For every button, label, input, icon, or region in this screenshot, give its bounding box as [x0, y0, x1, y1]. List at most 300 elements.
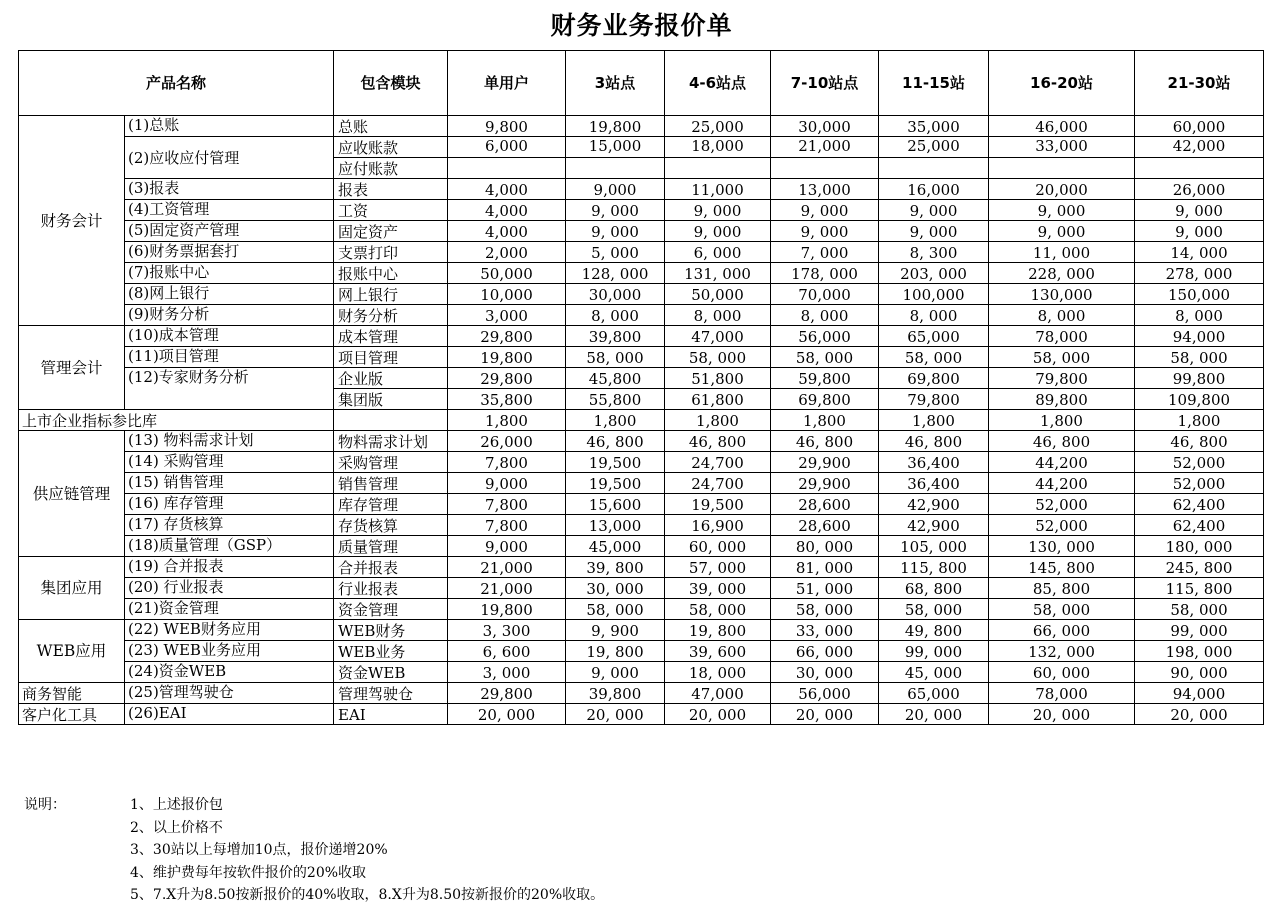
price-table	[18, 50, 1264, 725]
price-cell: 59,800	[771, 368, 879, 389]
module-cell: 财务分析	[334, 305, 448, 326]
header-16-20-sites: 16-20站	[989, 51, 1135, 116]
price-cell: 58, 000	[879, 347, 989, 368]
module-cell: 集团版	[334, 389, 448, 410]
table-row	[19, 242, 1264, 263]
price-cell: 9, 000	[879, 221, 989, 242]
price-cell: 198, 000	[1135, 641, 1264, 662]
table-row	[19, 263, 1264, 284]
price-cell: 18,000	[665, 137, 771, 158]
price-cell: 65,000	[879, 326, 989, 347]
price-cell: 49, 800	[879, 620, 989, 641]
price-cell: 9, 000	[989, 221, 1135, 242]
price-cell: 19, 800	[566, 641, 665, 662]
price-cell: 69,800	[771, 389, 879, 410]
product-cell: (12)专家财务分析	[125, 368, 334, 410]
category-cell: WEB应用	[19, 620, 125, 683]
module-cell: 项目管理	[334, 347, 448, 368]
price-cell: 20,000	[989, 179, 1135, 200]
table-row	[19, 410, 1264, 431]
price-cell: 52,000	[989, 515, 1135, 536]
price-cell: 61,800	[665, 389, 771, 410]
module-cell: 固定资产	[334, 221, 448, 242]
price-cell	[771, 158, 879, 179]
product-cell: (23) WEB业务应用	[125, 641, 334, 662]
price-cell: 51,800	[665, 368, 771, 389]
price-cell: 36,400	[879, 473, 989, 494]
module-cell: 网上银行	[334, 284, 448, 305]
module-cell: 物料需求计划	[334, 431, 448, 452]
price-cell: 26,000	[1135, 179, 1264, 200]
module-cell: 报表	[334, 179, 448, 200]
price-cell: 58, 000	[566, 347, 665, 368]
price-cell	[879, 158, 989, 179]
price-cell: 13,000	[771, 179, 879, 200]
table-row	[19, 473, 1264, 494]
price-cell: 79,800	[879, 389, 989, 410]
price-cell: 131, 000	[665, 263, 771, 284]
price-cell: 19,800	[448, 347, 566, 368]
price-cell: 58, 000	[665, 599, 771, 620]
price-cell: 145, 800	[989, 557, 1135, 578]
product-cell: (20) 行业报表	[125, 578, 334, 599]
price-cell: 8, 000	[566, 305, 665, 326]
category-cell: 商务智能	[19, 683, 125, 704]
price-cell: 35,800	[448, 389, 566, 410]
price-cell: 278, 000	[1135, 263, 1264, 284]
price-cell: 24,700	[665, 452, 771, 473]
price-cell: 2,000	[448, 242, 566, 263]
price-cell: 99,800	[1135, 368, 1264, 389]
header-11-15-sites: 11-15站	[879, 51, 989, 116]
price-cell: 90, 000	[1135, 662, 1264, 683]
module-cell: 采购管理	[334, 452, 448, 473]
product-cell: (26)EAI	[125, 704, 334, 725]
price-cell	[448, 158, 566, 179]
price-cell: 46, 800	[1135, 431, 1264, 452]
price-cell: 58, 000	[989, 347, 1135, 368]
price-cell: 42,000	[1135, 137, 1264, 158]
module-cell: 管理驾驶仓	[334, 683, 448, 704]
product-cell: (1)总账	[125, 116, 334, 137]
product-cell: (8)网上银行	[125, 284, 334, 305]
price-cell: 20, 000	[448, 704, 566, 725]
price-cell: 46, 800	[771, 431, 879, 452]
table-row	[19, 662, 1264, 683]
price-cell: 9, 000	[566, 662, 665, 683]
price-cell: 46, 800	[879, 431, 989, 452]
product-cell: (7)报账中心	[125, 263, 334, 284]
price-cell: 52,000	[989, 494, 1135, 515]
table-row	[19, 200, 1264, 221]
price-cell: 39,800	[566, 326, 665, 347]
table-row	[19, 536, 1264, 557]
price-cell: 70,000	[771, 284, 879, 305]
product-cell: (2)应收应付管理	[125, 137, 334, 179]
price-cell: 1,800	[665, 410, 771, 431]
price-cell: 1,800	[566, 410, 665, 431]
header-3-sites: 3站点	[566, 51, 665, 116]
price-cell: 85, 800	[989, 578, 1135, 599]
price-cell: 39,800	[566, 683, 665, 704]
table-row	[19, 578, 1264, 599]
table-row	[19, 452, 1264, 473]
price-cell: 25,000	[665, 116, 771, 137]
module-cell: 销售管理	[334, 473, 448, 494]
note-line: 4、维护费每年按软件报价的20%收取	[130, 864, 367, 881]
price-cell: 20, 000	[771, 704, 879, 725]
price-cell: 15,000	[566, 137, 665, 158]
price-cell: 47,000	[665, 683, 771, 704]
price-cell: 7,800	[448, 452, 566, 473]
price-cell: 109,800	[1135, 389, 1264, 410]
page-title: 财务业务报价单	[550, 11, 733, 40]
price-cell: 56,000	[771, 683, 879, 704]
price-cell: 16,900	[665, 515, 771, 536]
module-cell: 行业报表	[334, 578, 448, 599]
price-cell: 1,800	[879, 410, 989, 431]
price-cell: 57, 000	[665, 557, 771, 578]
price-cell: 245, 800	[1135, 557, 1264, 578]
price-cell: 58, 000	[771, 599, 879, 620]
price-cell: 52,000	[1135, 473, 1264, 494]
price-cell: 132, 000	[989, 641, 1135, 662]
price-cell: 30,000	[566, 284, 665, 305]
price-cell: 58, 000	[989, 599, 1135, 620]
category-cell: 管理会计	[19, 326, 125, 410]
module-cell: 资金管理	[334, 599, 448, 620]
price-cell: 9,000	[448, 473, 566, 494]
table-row	[19, 137, 1264, 158]
table-row	[19, 599, 1264, 620]
table-row	[19, 431, 1264, 452]
price-cell: 9, 000	[566, 200, 665, 221]
price-cell: 20, 000	[879, 704, 989, 725]
module-cell: 工资	[334, 200, 448, 221]
price-cell: 36,400	[879, 452, 989, 473]
price-cell: 60, 000	[989, 662, 1135, 683]
table-row	[19, 221, 1264, 242]
module-cell: WEB财务	[334, 620, 448, 641]
module-cell: 总账	[334, 116, 448, 137]
module-cell: WEB业务	[334, 641, 448, 662]
module-cell: 支票打印	[334, 242, 448, 263]
price-cell: 19,500	[566, 452, 665, 473]
price-cell: 39, 000	[665, 578, 771, 599]
price-cell: 9, 000	[989, 200, 1135, 221]
table-row	[19, 368, 1264, 389]
price-cell: 7, 000	[771, 242, 879, 263]
price-cell: 42,900	[879, 515, 989, 536]
module-cell: 存货核算	[334, 515, 448, 536]
product-cell: (17) 存货核算	[125, 515, 334, 536]
note-line: 3、30站以上每增加10点，报价递增20%	[130, 842, 388, 859]
price-cell: 1,800	[771, 410, 879, 431]
price-cell: 8, 300	[879, 242, 989, 263]
price-cell: 99, 000	[879, 641, 989, 662]
category-cell: 供应链管理	[19, 431, 125, 557]
price-cell: 9, 000	[665, 221, 771, 242]
notes-label: 说明：	[24, 797, 66, 813]
price-cell: 94,000	[1135, 683, 1264, 704]
price-cell: 69,800	[879, 368, 989, 389]
price-cell: 130,000	[989, 284, 1135, 305]
price-cell: 11, 000	[989, 242, 1135, 263]
product-cell: (10)成本管理	[125, 326, 334, 347]
price-cell: 6,000	[448, 137, 566, 158]
price-cell: 58, 000	[1135, 599, 1264, 620]
table-row	[19, 494, 1264, 515]
note-line: 2、以上价格不	[130, 819, 223, 836]
price-cell: 19,500	[566, 473, 665, 494]
price-cell	[1135, 158, 1264, 179]
price-cell: 9, 000	[771, 221, 879, 242]
price-cell: 60,000	[1135, 116, 1264, 137]
price-cell: 100,000	[879, 284, 989, 305]
price-cell: 26,000	[448, 431, 566, 452]
table-row	[19, 116, 1264, 137]
price-cell: 115, 800	[879, 557, 989, 578]
price-cell: 228, 000	[989, 263, 1135, 284]
price-cell: 62,400	[1135, 494, 1264, 515]
price-cell: 4,000	[448, 200, 566, 221]
table-row	[19, 557, 1264, 578]
module-cell: 应收账款	[334, 137, 448, 158]
price-cell: 20, 000	[1135, 704, 1264, 725]
price-cell: 20, 000	[665, 704, 771, 725]
product-cell: (11)项目管理	[125, 347, 334, 368]
price-cell: 47,000	[665, 326, 771, 347]
price-cell: 7,800	[448, 515, 566, 536]
price-cell: 29,900	[771, 473, 879, 494]
price-cell: 13,000	[566, 515, 665, 536]
price-cell	[665, 158, 771, 179]
price-cell: 115, 800	[1135, 578, 1264, 599]
module-cell: 成本管理	[334, 326, 448, 347]
price-cell: 9,000	[448, 536, 566, 557]
price-cell: 105, 000	[879, 536, 989, 557]
price-cell: 66, 000	[989, 620, 1135, 641]
price-cell: 8, 000	[879, 305, 989, 326]
price-cell: 94,000	[1135, 326, 1264, 347]
price-cell: 29,800	[448, 326, 566, 347]
price-cell: 150,000	[1135, 284, 1264, 305]
price-cell: 81, 000	[771, 557, 879, 578]
module-cell: 合并报表	[334, 557, 448, 578]
header-product-name: 产品名称	[19, 51, 334, 116]
price-cell: 1,800	[989, 410, 1135, 431]
price-cell: 68, 800	[879, 578, 989, 599]
price-cell: 8, 000	[1135, 305, 1264, 326]
note-line: 5、7.X升为8.50按新报价的40%收取，8.X升为8.50按新报价的20%收取。	[130, 887, 605, 904]
price-cell	[566, 158, 665, 179]
header-4-6-sites: 4-6站点	[665, 51, 771, 116]
product-cell: (25)管理驾驶仓	[125, 683, 334, 704]
module-cell: 质量管理	[334, 536, 448, 557]
price-cell: 21,000	[448, 578, 566, 599]
product-cell: (14) 采购管理	[125, 452, 334, 473]
price-cell: 8, 000	[665, 305, 771, 326]
header-modules: 包含模块	[334, 51, 448, 116]
product-cell: 上市企业指标参比库	[19, 410, 334, 431]
module-cell: 报账中心	[334, 263, 448, 284]
price-cell: 44,200	[989, 473, 1135, 494]
price-cell: 58, 000	[1135, 347, 1264, 368]
price-cell: 4,000	[448, 221, 566, 242]
price-cell: 19,800	[566, 116, 665, 137]
table-row	[19, 284, 1264, 305]
price-cell: 15,600	[566, 494, 665, 515]
price-cell: 9,000	[566, 179, 665, 200]
price-cell: 28,600	[771, 494, 879, 515]
price-cell: 50,000	[665, 284, 771, 305]
product-cell: (3)报表	[125, 179, 334, 200]
price-cell: 3, 000	[448, 662, 566, 683]
price-cell: 30, 000	[566, 578, 665, 599]
module-cell: 企业版	[334, 368, 448, 389]
price-cell: 52,000	[1135, 452, 1264, 473]
price-cell: 130, 000	[989, 536, 1135, 557]
table-row	[19, 179, 1264, 200]
price-cell: 1,800	[1135, 410, 1264, 431]
price-cell: 9, 000	[665, 200, 771, 221]
price-cell: 50,000	[448, 263, 566, 284]
price-cell: 55,800	[566, 389, 665, 410]
price-cell: 18, 000	[665, 662, 771, 683]
price-cell: 29,800	[448, 368, 566, 389]
price-cell: 9, 000	[566, 221, 665, 242]
price-cell: 29,900	[771, 452, 879, 473]
header-7-10-sites: 7-10站点	[771, 51, 879, 116]
price-cell: 33, 000	[771, 620, 879, 641]
price-cell: 21,000	[448, 557, 566, 578]
price-cell: 33,000	[989, 137, 1135, 158]
price-cell: 58, 000	[771, 347, 879, 368]
product-cell: (16) 库存管理	[125, 494, 334, 515]
price-cell: 78,000	[989, 683, 1135, 704]
table-row	[19, 641, 1264, 662]
module-cell: 资金WEB	[334, 662, 448, 683]
price-cell: 24,700	[665, 473, 771, 494]
product-cell: (22) WEB财务应用	[125, 620, 334, 641]
header-row	[19, 51, 1264, 116]
price-cell: 30, 000	[771, 662, 879, 683]
price-cell: 3, 300	[448, 620, 566, 641]
price-cell: 16,000	[879, 179, 989, 200]
price-cell: 62,400	[1135, 515, 1264, 536]
price-cell: 4,000	[448, 179, 566, 200]
price-cell: 11,000	[665, 179, 771, 200]
category-cell: 客户化工具	[19, 704, 125, 725]
table-row	[19, 683, 1264, 704]
price-cell: 9, 000	[1135, 221, 1264, 242]
module-cell	[334, 410, 448, 431]
price-cell: 58, 000	[665, 347, 771, 368]
price-cell: 65,000	[879, 683, 989, 704]
price-cell: 45, 000	[879, 662, 989, 683]
price-cell: 89,800	[989, 389, 1135, 410]
price-cell: 46, 800	[665, 431, 771, 452]
price-cell: 25,000	[879, 137, 989, 158]
module-cell: EAI	[334, 704, 448, 725]
category-cell: 集团应用	[19, 557, 125, 620]
product-cell: (4)工资管理	[125, 200, 334, 221]
product-cell: (24)资金WEB	[125, 662, 334, 683]
price-cell: 58, 000	[566, 599, 665, 620]
product-cell: (5)固定资产管理	[125, 221, 334, 242]
module-cell: 应付账款	[334, 158, 448, 179]
table-row	[19, 326, 1264, 347]
product-cell: (6)财务票据套打	[125, 242, 334, 263]
price-cell: 44,200	[989, 452, 1135, 473]
price-cell: 30,000	[771, 116, 879, 137]
header-single-user: 单用户	[448, 51, 566, 116]
price-cell: 14, 000	[1135, 242, 1264, 263]
price-cell: 39, 800	[566, 557, 665, 578]
price-cell: 35,000	[879, 116, 989, 137]
price-cell: 1,800	[448, 410, 566, 431]
table-row	[19, 305, 1264, 326]
price-cell	[989, 158, 1135, 179]
price-cell: 29,800	[448, 683, 566, 704]
price-cell: 5, 000	[566, 242, 665, 263]
table-row	[19, 704, 1264, 725]
price-cell: 6, 000	[665, 242, 771, 263]
price-cell: 28,600	[771, 515, 879, 536]
price-cell: 6, 600	[448, 641, 566, 662]
product-cell: (18)质量管理（GSP）	[125, 536, 334, 557]
price-cell: 21,000	[771, 137, 879, 158]
price-cell: 9, 000	[879, 200, 989, 221]
price-cell: 46,000	[989, 116, 1135, 137]
price-cell: 80, 000	[771, 536, 879, 557]
price-cell: 78,000	[989, 326, 1135, 347]
price-cell: 99, 000	[1135, 620, 1264, 641]
header-21-30-sites: 21-30站	[1135, 51, 1264, 116]
price-cell: 42,900	[879, 494, 989, 515]
price-cell: 60, 000	[665, 536, 771, 557]
price-cell: 56,000	[771, 326, 879, 347]
price-cell: 9, 000	[771, 200, 879, 221]
price-cell: 128, 000	[566, 263, 665, 284]
price-cell: 79,800	[989, 368, 1135, 389]
price-cell: 8, 000	[771, 305, 879, 326]
price-cell: 20, 000	[989, 704, 1135, 725]
price-cell: 19,500	[665, 494, 771, 515]
price-cell: 45,800	[566, 368, 665, 389]
price-cell: 9, 900	[566, 620, 665, 641]
note-line: 1、上述报价包	[130, 797, 223, 813]
table-row	[19, 347, 1264, 368]
price-cell: 19,800	[448, 599, 566, 620]
price-cell: 66, 000	[771, 641, 879, 662]
price-cell: 7,800	[448, 494, 566, 515]
price-cell: 178, 000	[771, 263, 879, 284]
product-cell: (9)财务分析	[125, 305, 334, 326]
price-cell: 203, 000	[879, 263, 989, 284]
price-cell: 51, 000	[771, 578, 879, 599]
price-cell: 10,000	[448, 284, 566, 305]
price-cell: 58, 000	[879, 599, 989, 620]
price-cell: 20, 000	[566, 704, 665, 725]
table-row	[19, 515, 1264, 536]
price-cell: 45,000	[566, 536, 665, 557]
product-cell: (21)资金管理	[125, 599, 334, 620]
price-cell: 9, 000	[1135, 200, 1264, 221]
price-cell: 19, 800	[665, 620, 771, 641]
price-cell: 9,800	[448, 116, 566, 137]
price-cell: 3,000	[448, 305, 566, 326]
